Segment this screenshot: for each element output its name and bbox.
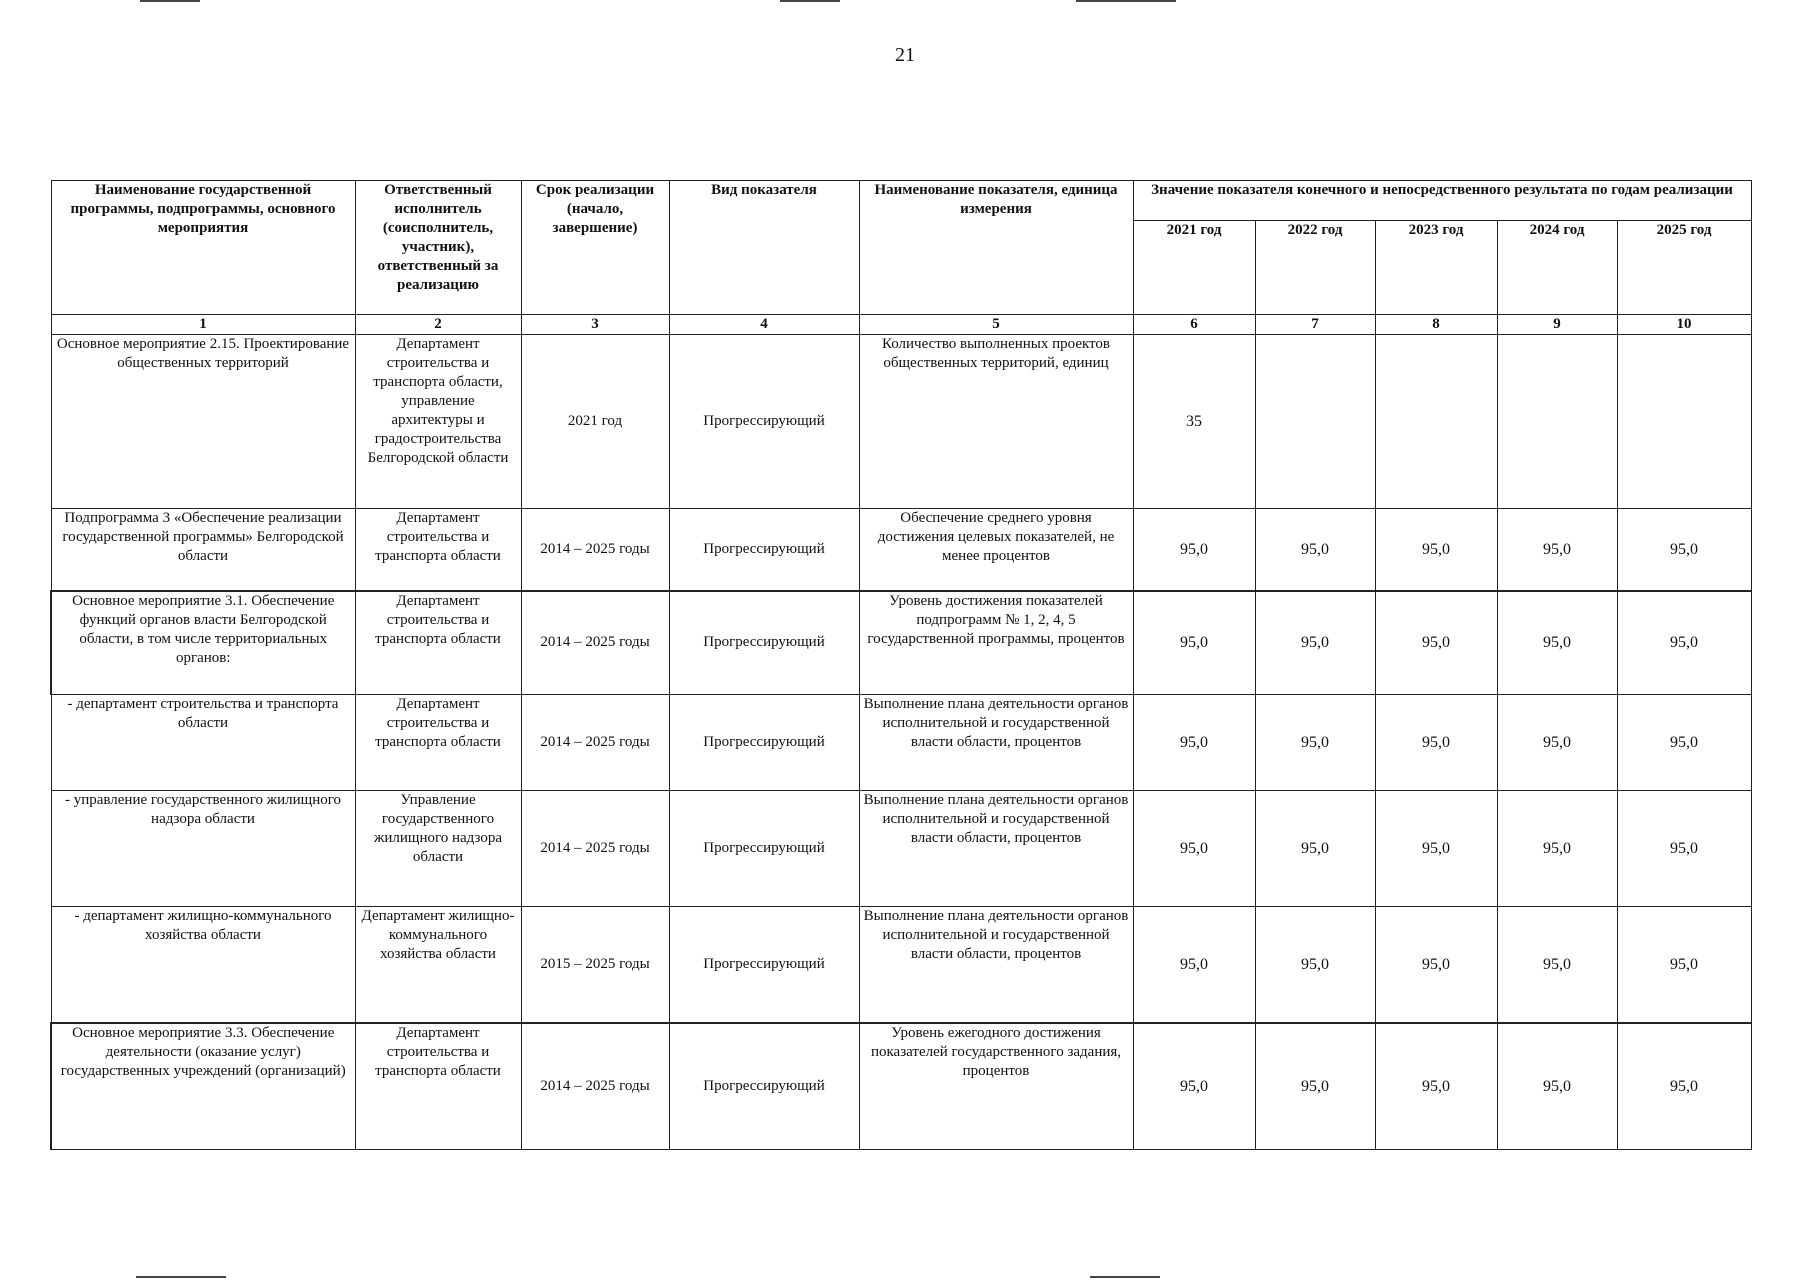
row-value: 95,0: [1497, 509, 1617, 591]
table-row: [51, 509, 1751, 591]
row-value: 95,0: [1375, 591, 1497, 695]
row-value: 95,0: [1255, 591, 1375, 695]
row-name: Основное мероприятие 3.1. Обеспечение функций органов власти Белгородской области, в том числе территориальных органов:: [51, 591, 355, 695]
top-rule-left: [140, 0, 200, 2]
row-value: 95,0: [1255, 1023, 1375, 1150]
column-number: 4: [669, 315, 859, 335]
row-value: 95,0: [1133, 791, 1255, 907]
row-value: 95,0: [1617, 907, 1751, 1023]
indicator-table: [50, 180, 1752, 1150]
top-rule-center: [780, 0, 840, 2]
table-row: [51, 695, 1751, 791]
column-number: 6: [1133, 315, 1255, 335]
row-name: Основное мероприятие 3.3. Обеспечение деятельности (оказание услуг) государственных учреждений (организаций): [51, 1023, 355, 1150]
row-value: 95,0: [1255, 695, 1375, 791]
row-indicator: Уровень достижения показателей подпрограмм № 1, 2, 4, 5 государственной программы, процентов: [859, 591, 1133, 695]
row-indicator: Выполнение плана деятельности органов исполнительной и государственной власти области, процентов: [859, 791, 1133, 907]
header-year: 2022 год: [1255, 221, 1375, 315]
row-indicator: Количество выполненных проектов общественных территорий, единиц: [859, 335, 1133, 509]
row-kind: Прогрессирующий: [669, 509, 859, 591]
column-number-row: [51, 315, 1751, 335]
header-year: 2023 год: [1375, 221, 1497, 315]
column-number: 3: [521, 315, 669, 335]
row-period: 2014 – 2025 годы: [521, 509, 669, 591]
row-value: [1497, 335, 1617, 509]
row-name: Основное мероприятие 2.15. Проектирование общественных территорий: [51, 335, 355, 509]
column-number: 10: [1617, 315, 1751, 335]
header-year: 2025 год: [1617, 221, 1751, 315]
row-period: 2014 – 2025 годы: [521, 1023, 669, 1150]
header-executor: Ответственный исполнитель (соисполнитель, участник), ответственный за реализацию: [355, 181, 521, 315]
row-name: Подпрограмма 3 «Обеспечение реализации государственной программы» Белгородской области: [51, 509, 355, 591]
table-row: [51, 591, 1751, 695]
row-value: 95,0: [1255, 907, 1375, 1023]
header-program: Наименование государственной программы, подпрограммы, основного мероприятия: [51, 181, 355, 315]
row-value: 95,0: [1375, 907, 1497, 1023]
row-kind: Прогрессирующий: [669, 591, 859, 695]
row-name: - департамент строительства и транспорта области: [51, 695, 355, 791]
header-year: 2024 год: [1497, 221, 1617, 315]
row-value: 95,0: [1375, 791, 1497, 907]
column-number: 5: [859, 315, 1133, 335]
column-number: 2: [355, 315, 521, 335]
row-indicator: Выполнение плана деятельности органов исполнительной и государственной власти области, процентов: [859, 695, 1133, 791]
row-indicator: Выполнение плана деятельности органов исполнительной и государственной власти области, процентов: [859, 907, 1133, 1023]
top-rule-right: [1076, 0, 1176, 2]
header-row-1: [51, 181, 1751, 221]
row-value: [1255, 335, 1375, 509]
row-value: 95,0: [1133, 907, 1255, 1023]
row-value: [1375, 335, 1497, 509]
row-value: 95,0: [1375, 695, 1497, 791]
header-kind: Вид показателя: [669, 181, 859, 315]
row-executor: Департамент жилищно-коммунального хозяйства области: [355, 907, 521, 1023]
row-name: - департамент жилищно-коммунального хозяйства области: [51, 907, 355, 1023]
row-executor: Департамент строительства и транспорта области: [355, 695, 521, 791]
row-kind: Прогрессирующий: [669, 695, 859, 791]
row-value: 95,0: [1617, 791, 1751, 907]
page-number: 21: [895, 44, 915, 66]
row-period: 2015 – 2025 годы: [521, 907, 669, 1023]
header-period: Срок реализации (начало, завершение): [521, 181, 669, 315]
row-indicator: Уровень ежегодного достижения показателей государственного задания, процентов: [859, 1023, 1133, 1150]
row-value: 95,0: [1133, 509, 1255, 591]
column-number: 1: [51, 315, 355, 335]
row-value: 95,0: [1375, 509, 1497, 591]
header-values-group: Значение показателя конечного и непосредственного результата по годам реализации: [1133, 181, 1751, 221]
row-value: 95,0: [1133, 695, 1255, 791]
table-row: [51, 791, 1751, 907]
row-value: 95,0: [1255, 791, 1375, 907]
row-value: 95,0: [1617, 695, 1751, 791]
row-value: 95,0: [1133, 591, 1255, 695]
row-value: 95,0: [1133, 1023, 1255, 1150]
row-value: 95,0: [1617, 1023, 1751, 1150]
row-kind: Прогрессирующий: [669, 335, 859, 509]
row-executor: Департамент строительства и транспорта области: [355, 591, 521, 695]
table-row: [51, 1023, 1751, 1150]
column-number: 8: [1375, 315, 1497, 335]
bottom-rule-right: [1090, 1276, 1160, 1278]
bottom-rule-left: [136, 1276, 226, 1278]
column-number: 9: [1497, 315, 1617, 335]
row-period: 2014 – 2025 годы: [521, 695, 669, 791]
table-row: [51, 907, 1751, 1023]
row-value: 95,0: [1375, 1023, 1497, 1150]
row-value: 95,0: [1497, 1023, 1617, 1150]
row-executor: Управление государственного жилищного надзора области: [355, 791, 521, 907]
table-row: [51, 335, 1751, 509]
row-value: 95,0: [1497, 791, 1617, 907]
column-number: 7: [1255, 315, 1375, 335]
row-executor: Департамент строительства и транспорта области, управление архитектуры и градостроительства Белгородской области: [355, 335, 521, 509]
row-executor: Департамент строительства и транспорта области: [355, 1023, 521, 1150]
row-value: [1617, 335, 1751, 509]
row-executor: Департамент строительства и транспорта области: [355, 509, 521, 591]
row-kind: Прогрессирующий: [669, 1023, 859, 1150]
row-period: 2014 – 2025 годы: [521, 591, 669, 695]
row-period: 2021 год: [521, 335, 669, 509]
row-name: - управление государственного жилищного надзора области: [51, 791, 355, 907]
row-kind: Прогрессирующий: [669, 791, 859, 907]
row-value: 95,0: [1617, 509, 1751, 591]
header-indicator: Наименование показателя, единица измерения: [859, 181, 1133, 315]
row-indicator: Обеспечение среднего уровня достижения целевых показателей, не менее процентов: [859, 509, 1133, 591]
header-year: 2021 год: [1133, 221, 1255, 315]
row-value: 35: [1133, 335, 1255, 509]
row-kind: Прогрессирующий: [669, 907, 859, 1023]
row-value: 95,0: [1497, 695, 1617, 791]
row-value: 95,0: [1617, 591, 1751, 695]
row-value: 95,0: [1497, 907, 1617, 1023]
row-value: 95,0: [1497, 591, 1617, 695]
row-period: 2014 – 2025 годы: [521, 791, 669, 907]
row-value: 95,0: [1255, 509, 1375, 591]
